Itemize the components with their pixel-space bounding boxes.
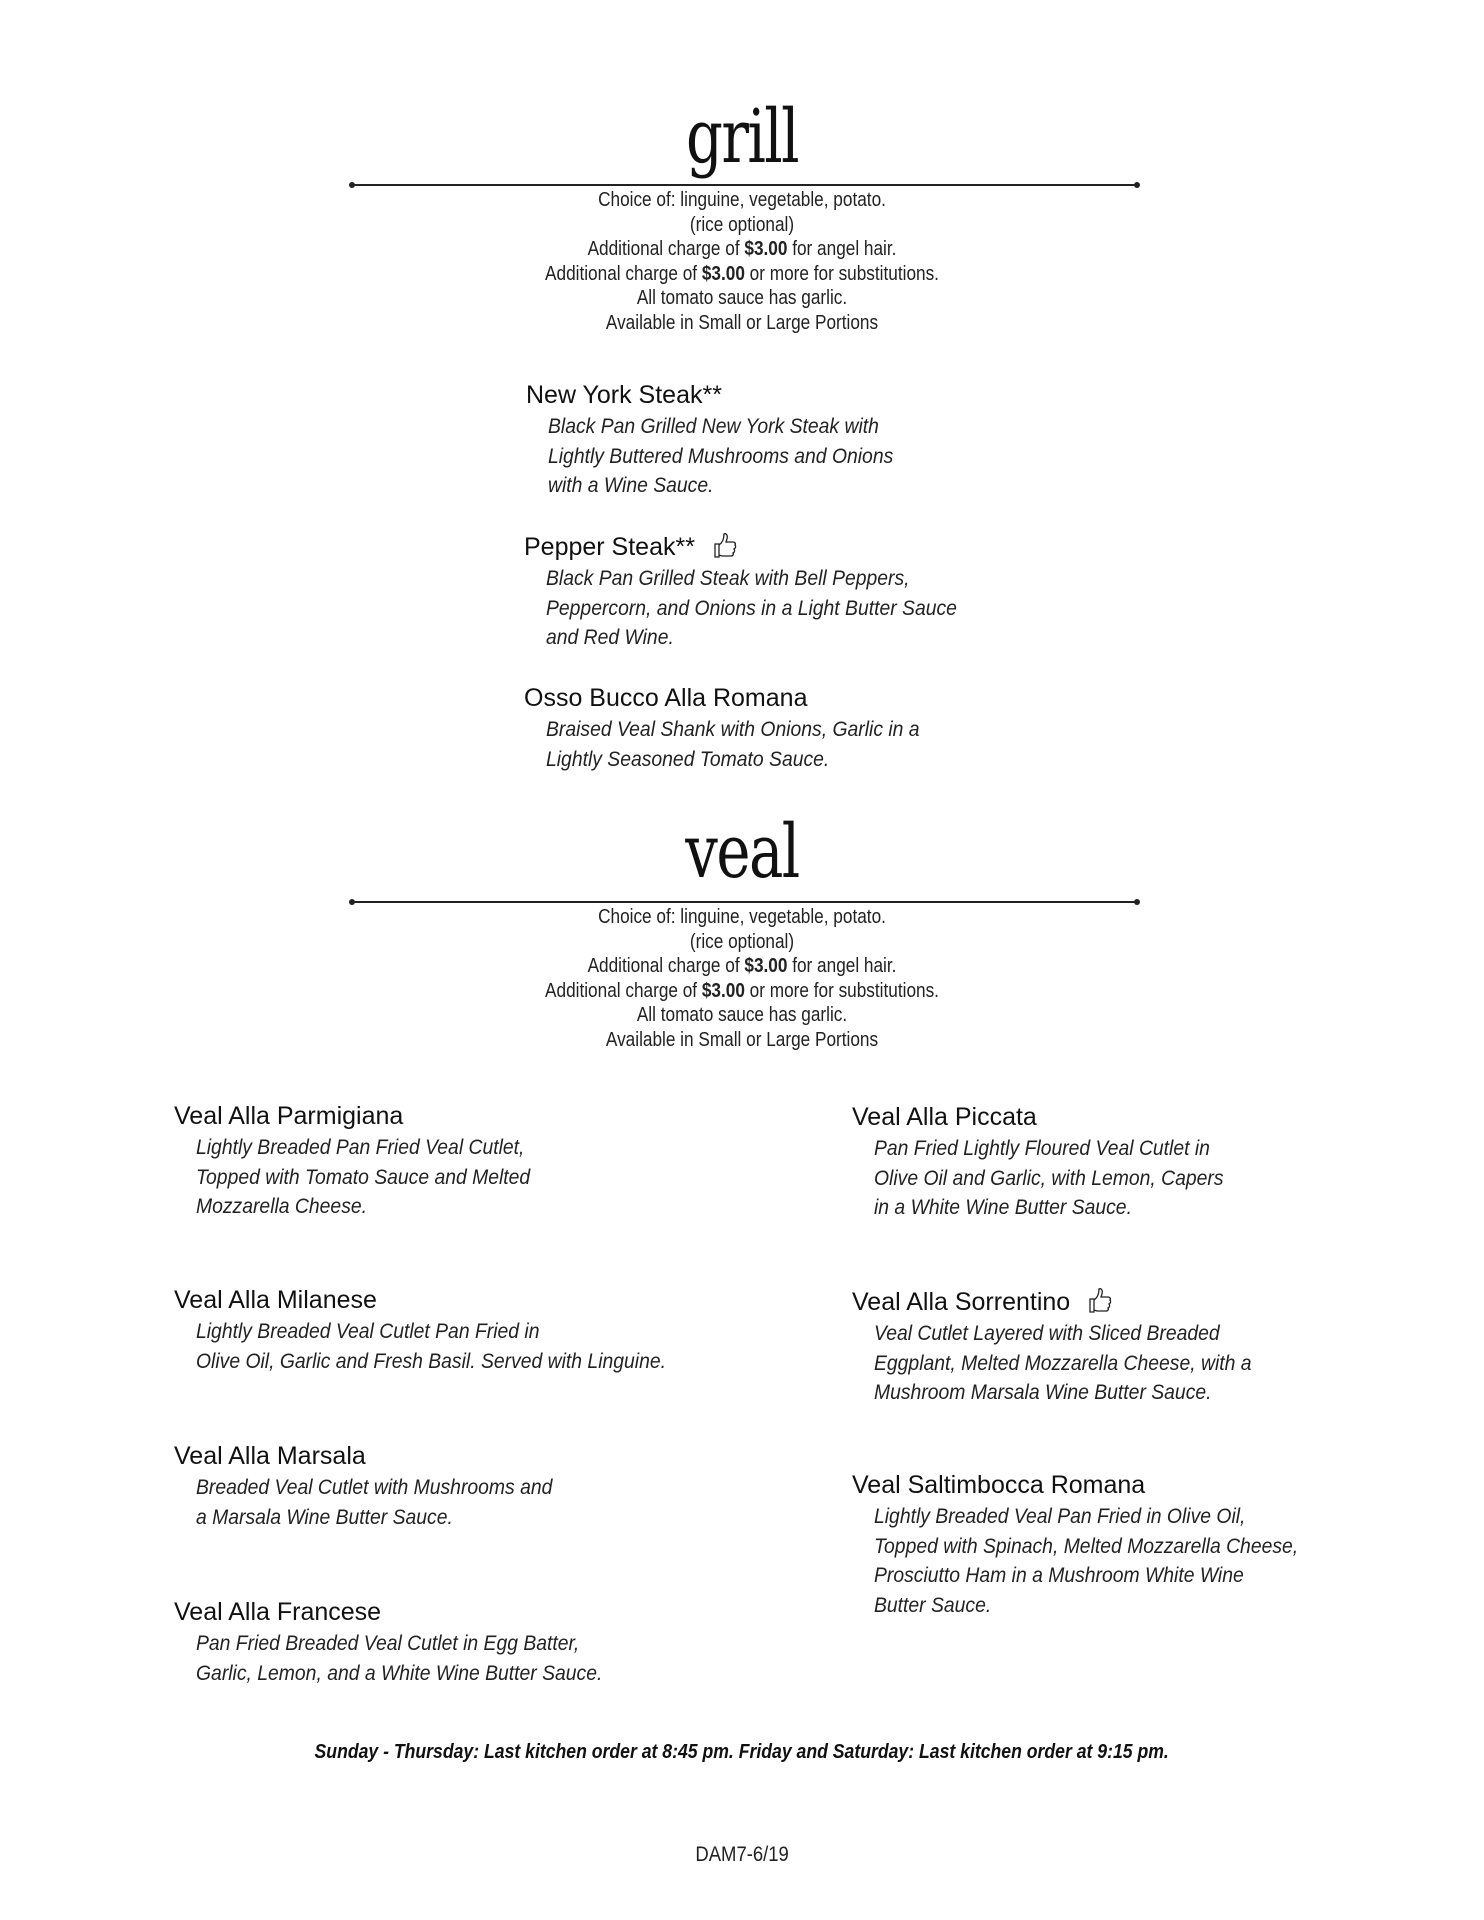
- item-name: New York Steak**: [526, 381, 722, 409]
- item-name: Veal Saltimbocca Romana: [852, 1471, 1146, 1499]
- item-description: Pan Fried Lightly Floured Veal Cutlet in Olive Oil and Garlic, with Lemon, Capers in a White Wine Butter Sauce.: [874, 1136, 1224, 1219]
- menu-item-pepper-steak: [524, 530, 1003, 653]
- item-description: Lightly Breaded Veal Pan Fried in Olive Oil, Topped with Spinach, Melted Mozzarella Cheese, Prosciutto Ham in a Mushroom White Wine Butter Sauce.: [874, 1504, 1299, 1617]
- item-name: Veal Alla Marsala: [174, 1442, 366, 1470]
- grill-info-line-3: Additional charge of $3.00 for angel hair.: [587, 238, 897, 260]
- veal-divider: [352, 901, 1137, 903]
- document-code: DAM7-6/19: [695, 1843, 789, 1866]
- item-name: Veal Alla Sorrentino: [852, 1285, 1293, 1317]
- item-name: Pepper Steak**: [524, 530, 1003, 562]
- grill-info: [0, 188, 1484, 335]
- menu-item-veal-sorrentino: [852, 1285, 1293, 1408]
- grill-divider: [352, 184, 1137, 186]
- item-description: Braised Veal Shank with Onions, Garlic in a Lightly Seasoned Tomato Sauce.: [546, 717, 920, 771]
- menu-item-new-york-steak: [526, 380, 932, 501]
- item-name: Veal Alla Francese: [174, 1598, 382, 1626]
- item-name: Osso Bucco Alla Romana: [524, 684, 808, 712]
- kitchen-hours-note: Sunday - Thursday: Last kitchen order at 8:45 pm. Friday and Saturday: Last kitchen order at 9:15 pm.: [314, 1740, 1170, 1763]
- veal-info-line-1: Choice of: linguine, vegetable, potato.: [598, 906, 886, 928]
- veal-info-line-4: Additional charge of $3.00 or more for substitutions.: [545, 979, 939, 1002]
- item-description: Black Pan Grilled New York Steak with Lightly Buttered Mushrooms and Onions with a Wine Sauce.: [548, 414, 894, 497]
- veal-info-line-5: All tomato sauce has garlic.: [636, 1004, 848, 1026]
- grill-info-line-2: (rice optional): [689, 213, 795, 236]
- menu-item-veal-parmigiana: [174, 1101, 567, 1222]
- menu-item-veal-milanese: [174, 1285, 718, 1376]
- item-name: Veal Alla Parmigiana: [174, 1102, 404, 1130]
- item-description: Black Pan Grilled Steak with Bell Peppers, Peppercorn, and Onions in a Light Butter Sauce and Red Wine.: [546, 566, 957, 649]
- veal-info-line-3: Additional charge of $3.00 for angel hair.: [587, 955, 897, 977]
- menu-item-veal-saltimbocca: [852, 1470, 1345, 1620]
- grill-section-title: grill: [685, 94, 799, 180]
- grill-info-line-5: All tomato sauce has garlic.: [636, 287, 848, 309]
- thumbs-up-icon: [1084, 1285, 1114, 1315]
- item-name: Veal Alla Milanese: [174, 1286, 377, 1314]
- item-description: Lightly Breaded Pan Fried Veal Cutlet, Topped with Tomato Sauce and Melted Mozzarella Cheese.: [196, 1135, 531, 1218]
- item-name: Veal Alla Piccata: [852, 1103, 1037, 1131]
- item-description: Pan Fried Breaded Veal Cutlet in Egg Batter, Garlic, Lemon, and a White Wine Butter Sauce.: [196, 1631, 603, 1685]
- menu-item-osso-bucco: [524, 683, 961, 774]
- grill-info-line-6: Available in Small or Large Portions: [605, 311, 879, 334]
- menu-item-veal-marsala: [174, 1441, 592, 1532]
- grill-info-line-4: Additional charge of $3.00 or more for substitutions.: [545, 262, 939, 285]
- menu-item-veal-francese: [174, 1597, 648, 1688]
- veal-info-line-2: (rice optional): [689, 930, 795, 953]
- item-description: Breaded Veal Cutlet with Mushrooms and a Marsala Wine Butter Sauce.: [196, 1475, 553, 1529]
- veal-section-title: veal: [685, 809, 799, 895]
- item-description: Lightly Breaded Veal Cutlet Pan Fried in Olive Oil, Garlic and Fresh Basil. Served with Linguine.: [196, 1319, 666, 1373]
- menu-item-veal-piccata: [852, 1102, 1262, 1223]
- veal-info: [0, 905, 1484, 1052]
- veal-info-line-6: Available in Small or Large Portions: [605, 1028, 879, 1051]
- grill-info-line-1: Choice of: linguine, vegetable, potato.: [598, 189, 886, 211]
- item-description: Veal Cutlet Layered with Sliced Breaded Eggplant, Melted Mozzarella Cheese, with a Mushroom Marsala Wine Butter Sauce.: [874, 1321, 1252, 1404]
- thumbs-up-icon: [709, 530, 739, 560]
